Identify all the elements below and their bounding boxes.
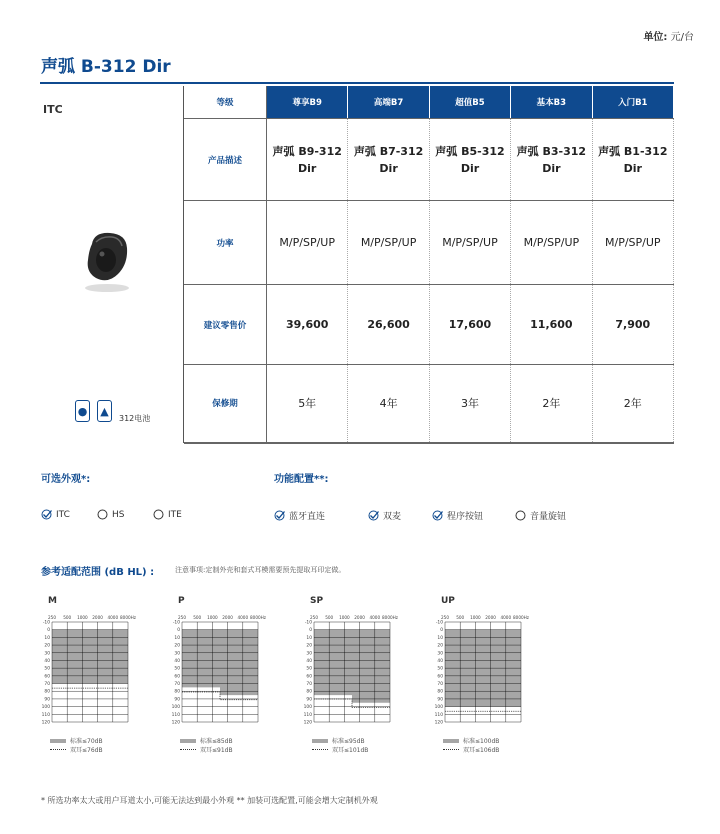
y-tick-label: 100 [171,705,180,711]
legend-label: 标准≤70dB [70,738,103,745]
y-tick-label: 90 [44,697,50,703]
y-tick-label: 80 [44,689,50,695]
power-cell: M/P/SP/UP [348,201,429,285]
y-tick-label: 90 [174,697,180,703]
power-cell: M/P/SP/UP [592,201,673,285]
x-tick-label: 2000 [222,615,233,620]
warranty-cell: 4年 [348,365,429,443]
row-label: 等级 [184,86,267,119]
features-label: 功能配置**: [274,474,329,485]
y-tick-label: 100 [41,705,50,711]
legend-label: 双耳≤101dB [332,747,369,754]
y-tick-label: 70 [174,682,180,688]
x-tick-label: 8000Hz [512,615,530,620]
audiogram-svg [40,606,158,726]
legend-entry [443,745,499,754]
warranty-cell: 5年 [267,365,348,443]
table-row [184,365,674,443]
option-label: 程序按钮 [447,512,484,522]
y-tick-label: -10 [42,620,50,626]
y-tick-label: 110 [434,712,443,718]
model-style-label: ITC [43,103,63,116]
level-header: 超值B5 [429,86,510,119]
row-label: 功率 [184,201,267,285]
legend-swatch [180,739,196,743]
y-tick-label: 110 [303,712,312,718]
y-tick-label: 50 [44,666,50,672]
x-tick-label: 4000 [237,615,249,620]
y-tick-label: -10 [304,620,312,626]
price-cell: 11,600 [511,285,592,365]
y-tick-label: 20 [306,643,312,649]
x-tick-label: 250 [178,615,186,620]
table-row [184,201,674,285]
x-tick-label: 500 [456,615,465,620]
unit-note: 单位: 元/台 [643,32,694,43]
legend-label: 双耳≤91dB [200,747,233,754]
y-tick-label: 20 [437,643,443,649]
fitting-note: 注意事项:定制外壳和套式耳模需要预先提取耳印定做。 [175,566,346,574]
warranty-cell: 2年 [511,365,592,443]
option-item [432,509,483,522]
y-tick-label: 10 [437,635,443,641]
audiogram-svg [302,606,420,726]
product-description: 声弧 B9-312 Dir [267,119,348,201]
y-tick-label: 40 [306,658,312,664]
legend-swatch [50,739,66,743]
warranty-cell: 2年 [592,365,673,443]
spec-table [184,86,674,444]
table-row [184,285,674,365]
y-tick-label: 50 [437,666,443,672]
price-cell: 26,600 [348,285,429,365]
option-label: 蓝牙直连 [289,512,326,522]
y-tick-label: 20 [44,643,50,649]
legend-dotted-swatch [443,749,459,750]
x-tick-label: 2000 [354,615,365,620]
level-header: 入门B1 [592,86,673,119]
legend-label: 标准≤95dB [332,738,365,745]
standard-range-area [314,630,390,703]
legend-entry [50,745,103,754]
y-tick-label: 70 [306,682,312,688]
y-tick-label: 110 [171,712,180,718]
level-header: 尊享B9 [267,86,348,119]
y-tick-label: 40 [174,658,180,664]
product-description: 声弧 B1-312 Dir [592,119,673,201]
y-tick-label: -10 [172,620,180,626]
battery-label: 312电池 [119,414,151,423]
y-tick-label: 120 [41,720,50,726]
y-tick-label: 70 [44,682,50,688]
title-divider [40,82,674,84]
table-row [184,86,674,119]
y-tick-label: 0 [177,628,180,634]
x-tick-label: 1000 [470,615,481,620]
legend-dotted-swatch [180,749,196,750]
power-cell: M/P/SP/UP [267,201,348,285]
check-circle-icon [368,510,379,521]
y-tick-label: 30 [306,651,312,657]
legend-label: 标准≤85dB [200,738,233,745]
circle-icon [153,509,164,520]
x-tick-label: 250 [310,615,318,620]
row-label: 建议零售价 [184,285,267,365]
y-tick-label: 10 [44,635,50,641]
option-item [274,509,325,522]
x-tick-label: 1000 [77,615,88,620]
x-tick-label: 8000Hz [119,615,137,620]
circle-icon [97,509,108,520]
y-tick-label: 70 [437,682,443,688]
y-tick-label: 90 [437,697,443,703]
y-tick-label: 30 [437,651,443,657]
x-tick-label: 4000 [500,615,512,620]
option-label: 音量旋钮 [530,512,567,522]
y-tick-label: 100 [303,705,312,711]
y-tick-label: 80 [306,689,312,695]
standard-range-area [52,630,128,684]
legend-entry [180,736,233,745]
chart-title: P [178,596,185,606]
standard-range-area [182,630,258,695]
legend-label: 双耳≤76dB [70,747,103,754]
level-header: 高端B7 [348,86,429,119]
y-tick-label: 60 [437,674,443,680]
legend-entry [443,736,499,745]
x-tick-label: 1000 [339,615,350,620]
chart-title: M [48,596,57,606]
y-tick-label: 80 [174,689,180,695]
y-tick-label: 0 [309,628,312,634]
legend-label: 双耳≤106dB [463,747,500,754]
legend-dotted-swatch [312,749,328,750]
x-tick-label: 8000Hz [249,615,267,620]
legend-swatch [312,739,328,743]
y-tick-label: 80 [437,689,443,695]
power-cell: M/P/SP/UP [429,201,510,285]
chart-title: UP [441,596,455,606]
check-circle-icon [274,510,285,521]
audiogram-chart [302,596,420,756]
price-cell: 7,900 [592,285,673,365]
x-tick-label: 250 [441,615,449,620]
y-tick-label: 50 [306,666,312,672]
check-circle-icon [432,510,443,521]
row-label: 保修期 [184,365,267,443]
legend-label: 标准≤100dB [463,738,500,745]
row-label: 产品描述 [184,119,267,201]
x-tick-label: 4000 [369,615,381,620]
legend-entry [50,736,103,745]
y-tick-label: 0 [440,628,443,634]
option-item [97,509,124,520]
option-item [153,509,182,520]
price-cell: 39,600 [267,285,348,365]
product-description: 声弧 B5-312 Dir [429,119,510,201]
x-tick-label: 8000Hz [381,615,399,620]
check-circle-icon [41,509,52,520]
x-tick-label: 500 [193,615,202,620]
x-tick-label: 2000 [92,615,103,620]
y-tick-label: 60 [44,674,50,680]
y-tick-label: 120 [434,720,443,726]
y-tick-label: 30 [174,651,180,657]
page-title: 声弧 B-312 Dir [41,57,171,77]
y-tick-label: 100 [434,705,443,711]
footer-note: * 所选功率太大或用户耳道太小,可能无法达到最小外观 ** 加装可选配置,可能会增大定制机外观 [41,796,378,805]
audiogram-svg [170,606,288,726]
y-tick-label: 120 [171,720,180,726]
fitting-title: 参考适配范围 (dB HL) : [41,567,155,578]
warranty-cell: 3年 [429,365,510,443]
y-tick-label: 90 [306,697,312,703]
option-label: ITE [168,509,182,520]
legend-entry [312,745,368,754]
price-cell: 17,600 [429,285,510,365]
circle-icon [515,510,526,521]
y-tick-label: 10 [306,635,312,641]
y-tick-label: -10 [435,620,443,626]
option-item [515,509,566,522]
y-tick-label: 60 [306,674,312,680]
option-label: ITC [56,509,70,520]
hearing-aid-image [80,230,134,294]
y-tick-label: 30 [44,651,50,657]
y-tick-label: 40 [44,658,50,664]
option-item [368,509,401,522]
option-label: 双麦 [383,512,402,522]
y-tick-label: 20 [174,643,180,649]
product-description: 声弧 B3-312 Dir [511,119,592,201]
y-tick-label: 0 [47,628,50,634]
x-tick-label: 500 [63,615,72,620]
x-tick-label: 2000 [485,615,496,620]
y-tick-label: 120 [303,720,312,726]
option-label: HS [112,509,125,520]
option-item [41,509,70,520]
y-tick-label: 110 [41,712,50,718]
audiogram-chart [433,596,551,756]
audiogram-chart [170,596,288,756]
product-description: 声弧 B7-312 Dir [348,119,429,201]
level-header: 基本B3 [511,86,592,119]
appearance-label: 可选外观*: [41,474,91,485]
x-tick-label: 1000 [207,615,218,620]
legend-swatch [443,739,459,743]
y-tick-label: 40 [437,658,443,664]
y-tick-label: 10 [174,635,180,641]
y-tick-label: 60 [174,674,180,680]
apple-icon: ● [75,400,90,422]
audiogram-svg [433,606,551,726]
table-row [184,119,674,201]
power-cell: M/P/SP/UP [511,201,592,285]
y-tick-label: 50 [174,666,180,672]
x-tick-label: 500 [325,615,334,620]
android-icon: ▲ [97,400,112,422]
x-tick-label: 4000 [107,615,119,620]
legend-entry [180,745,233,754]
legend-entry [312,736,365,745]
audiogram-chart [40,596,158,756]
legend-dotted-swatch [50,749,66,750]
x-tick-label: 250 [48,615,56,620]
chart-title: SP [310,596,324,606]
